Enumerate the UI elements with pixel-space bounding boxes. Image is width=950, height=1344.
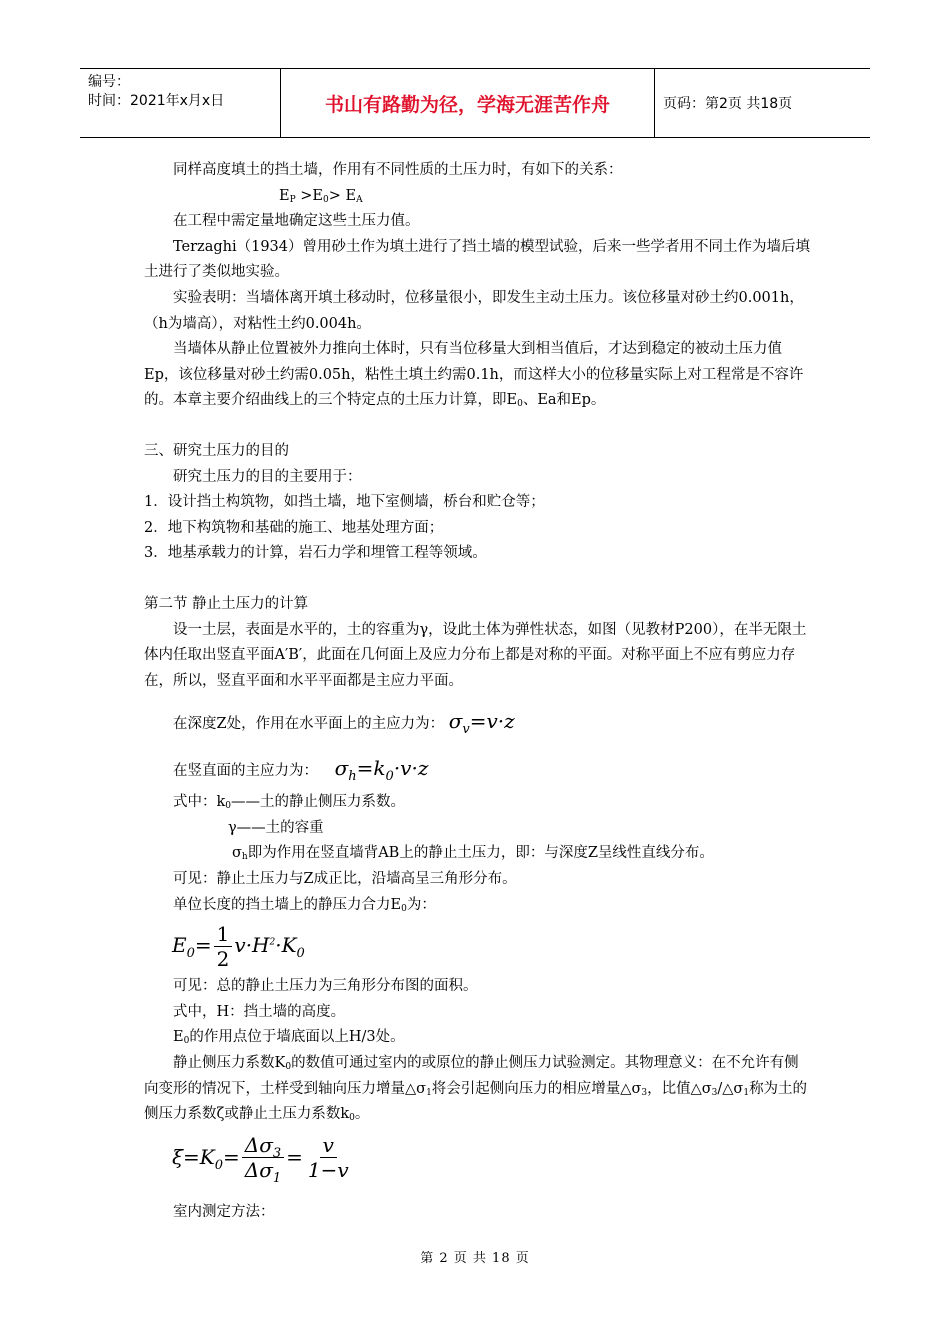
header-meta [80,69,281,137]
formula-line: 在竖直面的主应力为： $\sigma_h=k_0\cdot v\cdot z$ [173,756,429,785]
formula-xi: $\xi=K_0=$ $\frac{\Delta\sigma_3}{\Delta\sigma_1}$ = $\frac{v}{1-v}$ [172,1133,349,1187]
formula-e0: $E_0=$ $\frac{1}{2}$ $v\cdot H^2\cdot K_0$ [172,921,305,971]
paragraph: 可见：总的静止土压力为三角形分布图的面积。 [173,978,478,995]
page-header [80,68,870,138]
list-item: 1．设计挡土构筑物，如挡土墙，地下室侧墙，桥台和贮仓等； [144,494,545,511]
paragraph: 式中，H：挡土墙的高度。 [173,1003,346,1020]
paragraph: 实验表明：当墙体离开填土移动时，位移量很小，即发生主动土压力。该位移量对砂土约0.001h，（h为墙高），对粘性土约0.004h。 [144,289,804,332]
definition: $\sigma_h$即为作用在竖直墙背AB上的静止土压力，即：与深度Z呈线性直线分布。 [232,845,714,863]
pressure-relation: $E_P >E_0> E_A$ [279,187,363,205]
header-page-info: 页码：第2页 共18页 [663,96,793,112]
formula-sigma-h: $\sigma_h=k_0\cdot v\cdot z$ [334,756,429,785]
paragraph: 静止侧压力系数$K_0$的数值可通过室内的或原位的静止侧压力试验测定。其物理意义：在不允许有侧向变形的情况下，土样受到轴向压力增量$\triangle\sigma_1$将会引起侧向压力的相应增量$\triangle\sigma_3$，比值$\triangle\sigma_3/\triangle\sigma_1$称为土的侧压力系数ζ或静止土压力系数$k_0$。 [144,1055,808,1124]
header-time: 时间：2021年x月x日 [88,93,225,109]
list-item: 2．地下构筑物和基础的施工、地基处理方面； [144,519,444,536]
definition: γ——土的容重 [228,819,324,836]
section-title: 三、研究土压力的目的 [144,442,289,459]
formula-line: 在深度Z处，作用在水平面上的主应力为： $\sigma_v=v\cdot z$ [173,709,515,738]
header-motto: 书山有路勤为径，学海无涯苦作舟 [281,69,655,137]
definition: 式中：$k_0——$土的静止侧压力系数。 [173,794,406,812]
paragraph: 单位长度的挡土墙上的静压力合力$E_0$为： [173,896,436,914]
page-footer: 第 2 页 共 18 页 [420,1251,530,1266]
paragraph: $E_0$的作用点位于墙底面以上H/3处。 [173,1029,405,1047]
formula-sigma-v: $\sigma_v=v\cdot z$ [448,709,515,738]
list-item: 3．地基承载力的计算，岩石力学和埋管工程等领域。 [144,545,487,562]
paragraph: Terzaghi（1934）曾用砂土作为填土进行了挡土墙的模型试验，后来一些学者用不同土作为墙后填土进行了类似地实验。 [144,238,810,281]
paragraph: 研究土压力的目的主要用于： [173,468,362,485]
paragraph: 同样高度填土的挡土墙，作用有不同性质的土压力时，有如下的关系： [173,162,623,178]
paragraph: 当墙体从静止位置被外力推向土体时，只有当位移量大到相当值后，才达到稳定的被动土压力值Ep，该位移量对砂土约需0.05h，粘性土填土约需0.1h，而这样大小的位移量实际上对工程常是不容许的。本章主要介绍曲线上的三个特定点的土压力计算，即$E_0$、Ea和Ep。 [144,341,804,410]
paragraph: 可见：静止土压力与Z成正比，沿墙高呈三角形分布。 [173,871,517,888]
document-body [144,158,810,1225]
paragraph: 在工程中需定量地确定这些土压力值。 [173,213,420,230]
paragraph: 室内测定方法： [173,1203,275,1220]
paragraph: 设一土层，表面是水平的，土的容重为γ，设此土体为弹性状态，如图（见教材P200），在半无限土体内任取出竖直平面A′B′，此面在几何面上及应力分布上都是对称的平面。对称平面上不应有剪应力存在，所以，竖直平面和水平平面都是主应力平面。 [144,621,807,689]
header-number: 编号： [88,74,130,90]
section-title: 第二节 静止土压力的计算 [144,595,309,612]
